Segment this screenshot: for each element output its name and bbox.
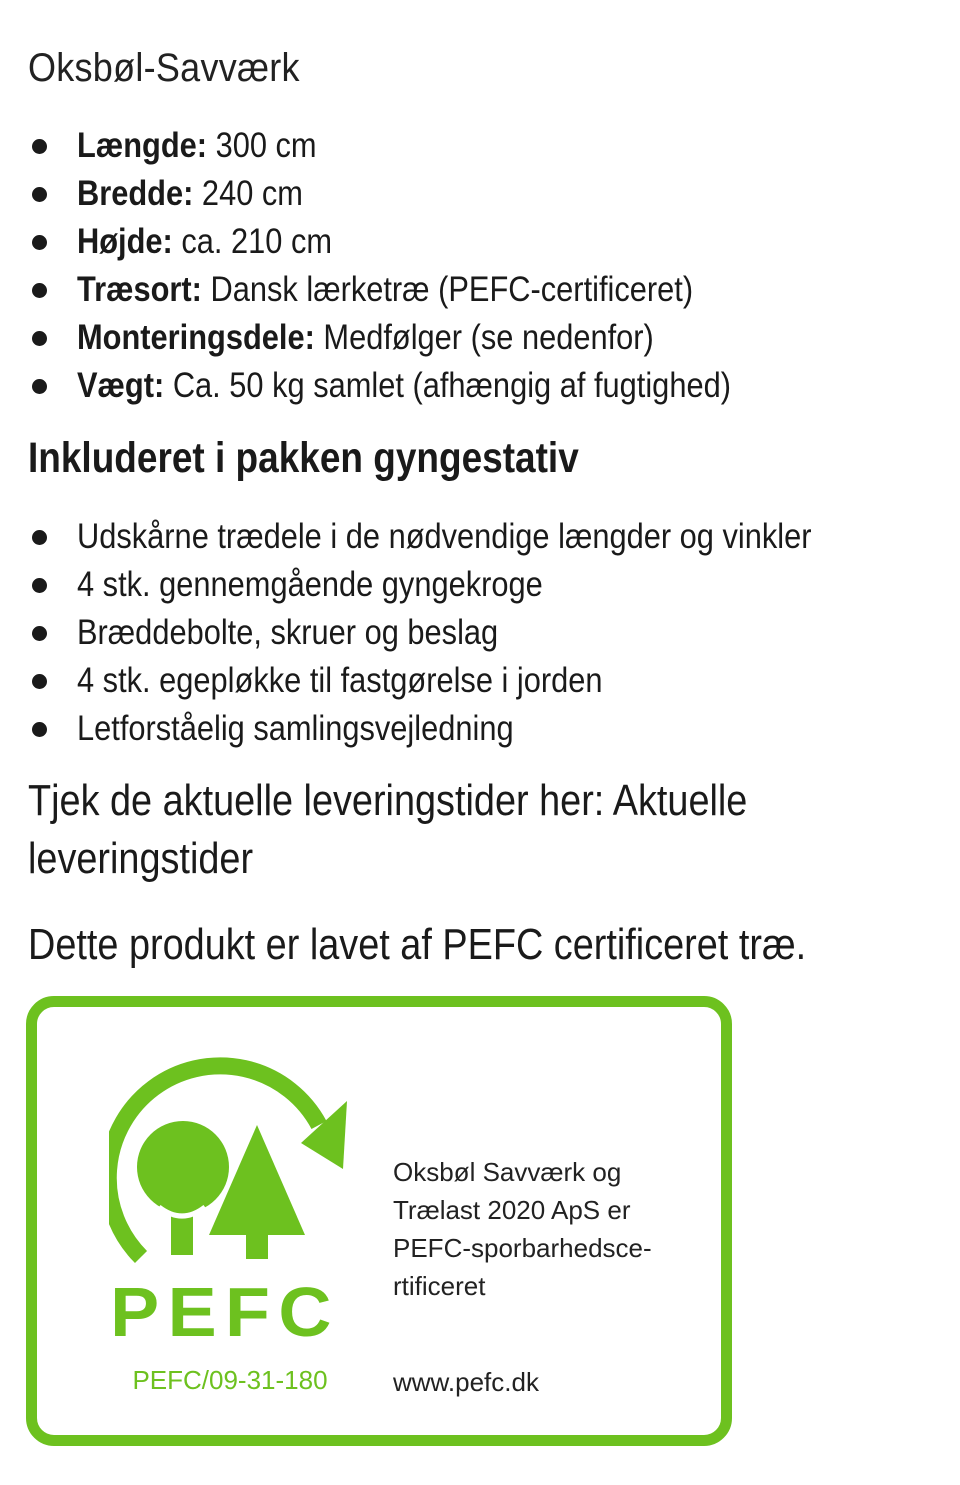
included-item	[28, 657, 912, 705]
spec-item-width	[28, 170, 820, 218]
spec-label: Vægt:	[77, 366, 165, 405]
specs-list	[28, 122, 820, 410]
included-item-text: Udskårne trædele i de nødvendige længder og vinkler	[77, 517, 812, 556]
spec-label: Træsort:	[77, 270, 202, 309]
delivery-text-line-2: leveringstider	[28, 834, 254, 883]
certificate-description	[393, 1153, 693, 1305]
included-item	[28, 513, 912, 561]
spec-label: Højde:	[77, 222, 173, 261]
spec-value: 240 cm	[193, 174, 303, 213]
bullet-icon	[32, 626, 47, 641]
pefc-certificate-box	[26, 996, 732, 1446]
pefc-certificate-code: PEFC/09-31-180	[132, 1365, 328, 1395]
bullet-icon	[32, 674, 47, 689]
included-item-text: Bræddebolte, skruer og beslag	[77, 613, 499, 652]
bullet-icon	[32, 187, 47, 202]
spec-label: Længde:	[77, 126, 208, 165]
included-item	[28, 705, 912, 753]
included-item-text: Letforståelig samlingsvejledning	[77, 709, 514, 748]
spec-item-length	[28, 122, 820, 170]
spec-item-height	[28, 218, 820, 266]
bullet-icon	[32, 331, 47, 346]
brand-name: Oksbøl-Savværk	[28, 46, 300, 90]
included-item	[28, 561, 912, 609]
pefc-statement: Dette produkt er lavet af PEFC certificeret træ.	[28, 920, 807, 969]
bullet-icon	[32, 530, 47, 545]
spec-item-mounting-parts	[28, 314, 820, 362]
delivery-times-paragraph	[28, 772, 747, 888]
spec-label: Monteringsdele:	[77, 318, 315, 357]
spec-item-weight	[28, 362, 820, 410]
bullet-icon	[32, 379, 47, 394]
pefc-logo-wordmark: PEFC	[110, 1273, 340, 1351]
spec-value: 300 cm	[207, 126, 317, 165]
spec-value: Ca. 50 kg samlet (afhængig af fugtighed)	[164, 366, 731, 405]
included-list	[28, 513, 912, 753]
certificate-text-line: PEFC-sporbarhedsce-	[393, 1233, 652, 1263]
included-item	[28, 609, 912, 657]
bullet-icon	[32, 235, 47, 250]
included-item-text: 4 stk. gennemgående gyngekroge	[77, 565, 543, 604]
bullet-icon	[32, 578, 47, 593]
included-heading: Inkluderet i pakken gyngestativ	[28, 434, 579, 482]
certificate-text-line: rtificeret	[393, 1271, 486, 1301]
delivery-text-line-1: Tjek de aktuelle leveringstider her: Aktuelle	[28, 776, 748, 825]
spec-value: Medfølger (se nedenfor)	[314, 318, 654, 357]
spec-item-wood-type	[28, 266, 820, 314]
bullet-icon	[32, 722, 47, 737]
spec-value: Dansk lærketræ (PEFC-certificeret)	[201, 270, 694, 309]
spec-label: Bredde:	[77, 174, 194, 213]
bullet-icon	[32, 139, 47, 154]
certificate-text-line: Trælast 2020 ApS er	[393, 1195, 631, 1225]
spec-value: ca. 210 cm	[172, 222, 333, 261]
pefc-website-link[interactable]: www.pefc.dk	[393, 1367, 539, 1397]
included-item-text: 4 stk. egepløkke til fastgørelse i jorden	[77, 661, 603, 700]
certificate-text-line: Oksbøl Savværk og	[393, 1157, 622, 1187]
bullet-icon	[32, 283, 47, 298]
